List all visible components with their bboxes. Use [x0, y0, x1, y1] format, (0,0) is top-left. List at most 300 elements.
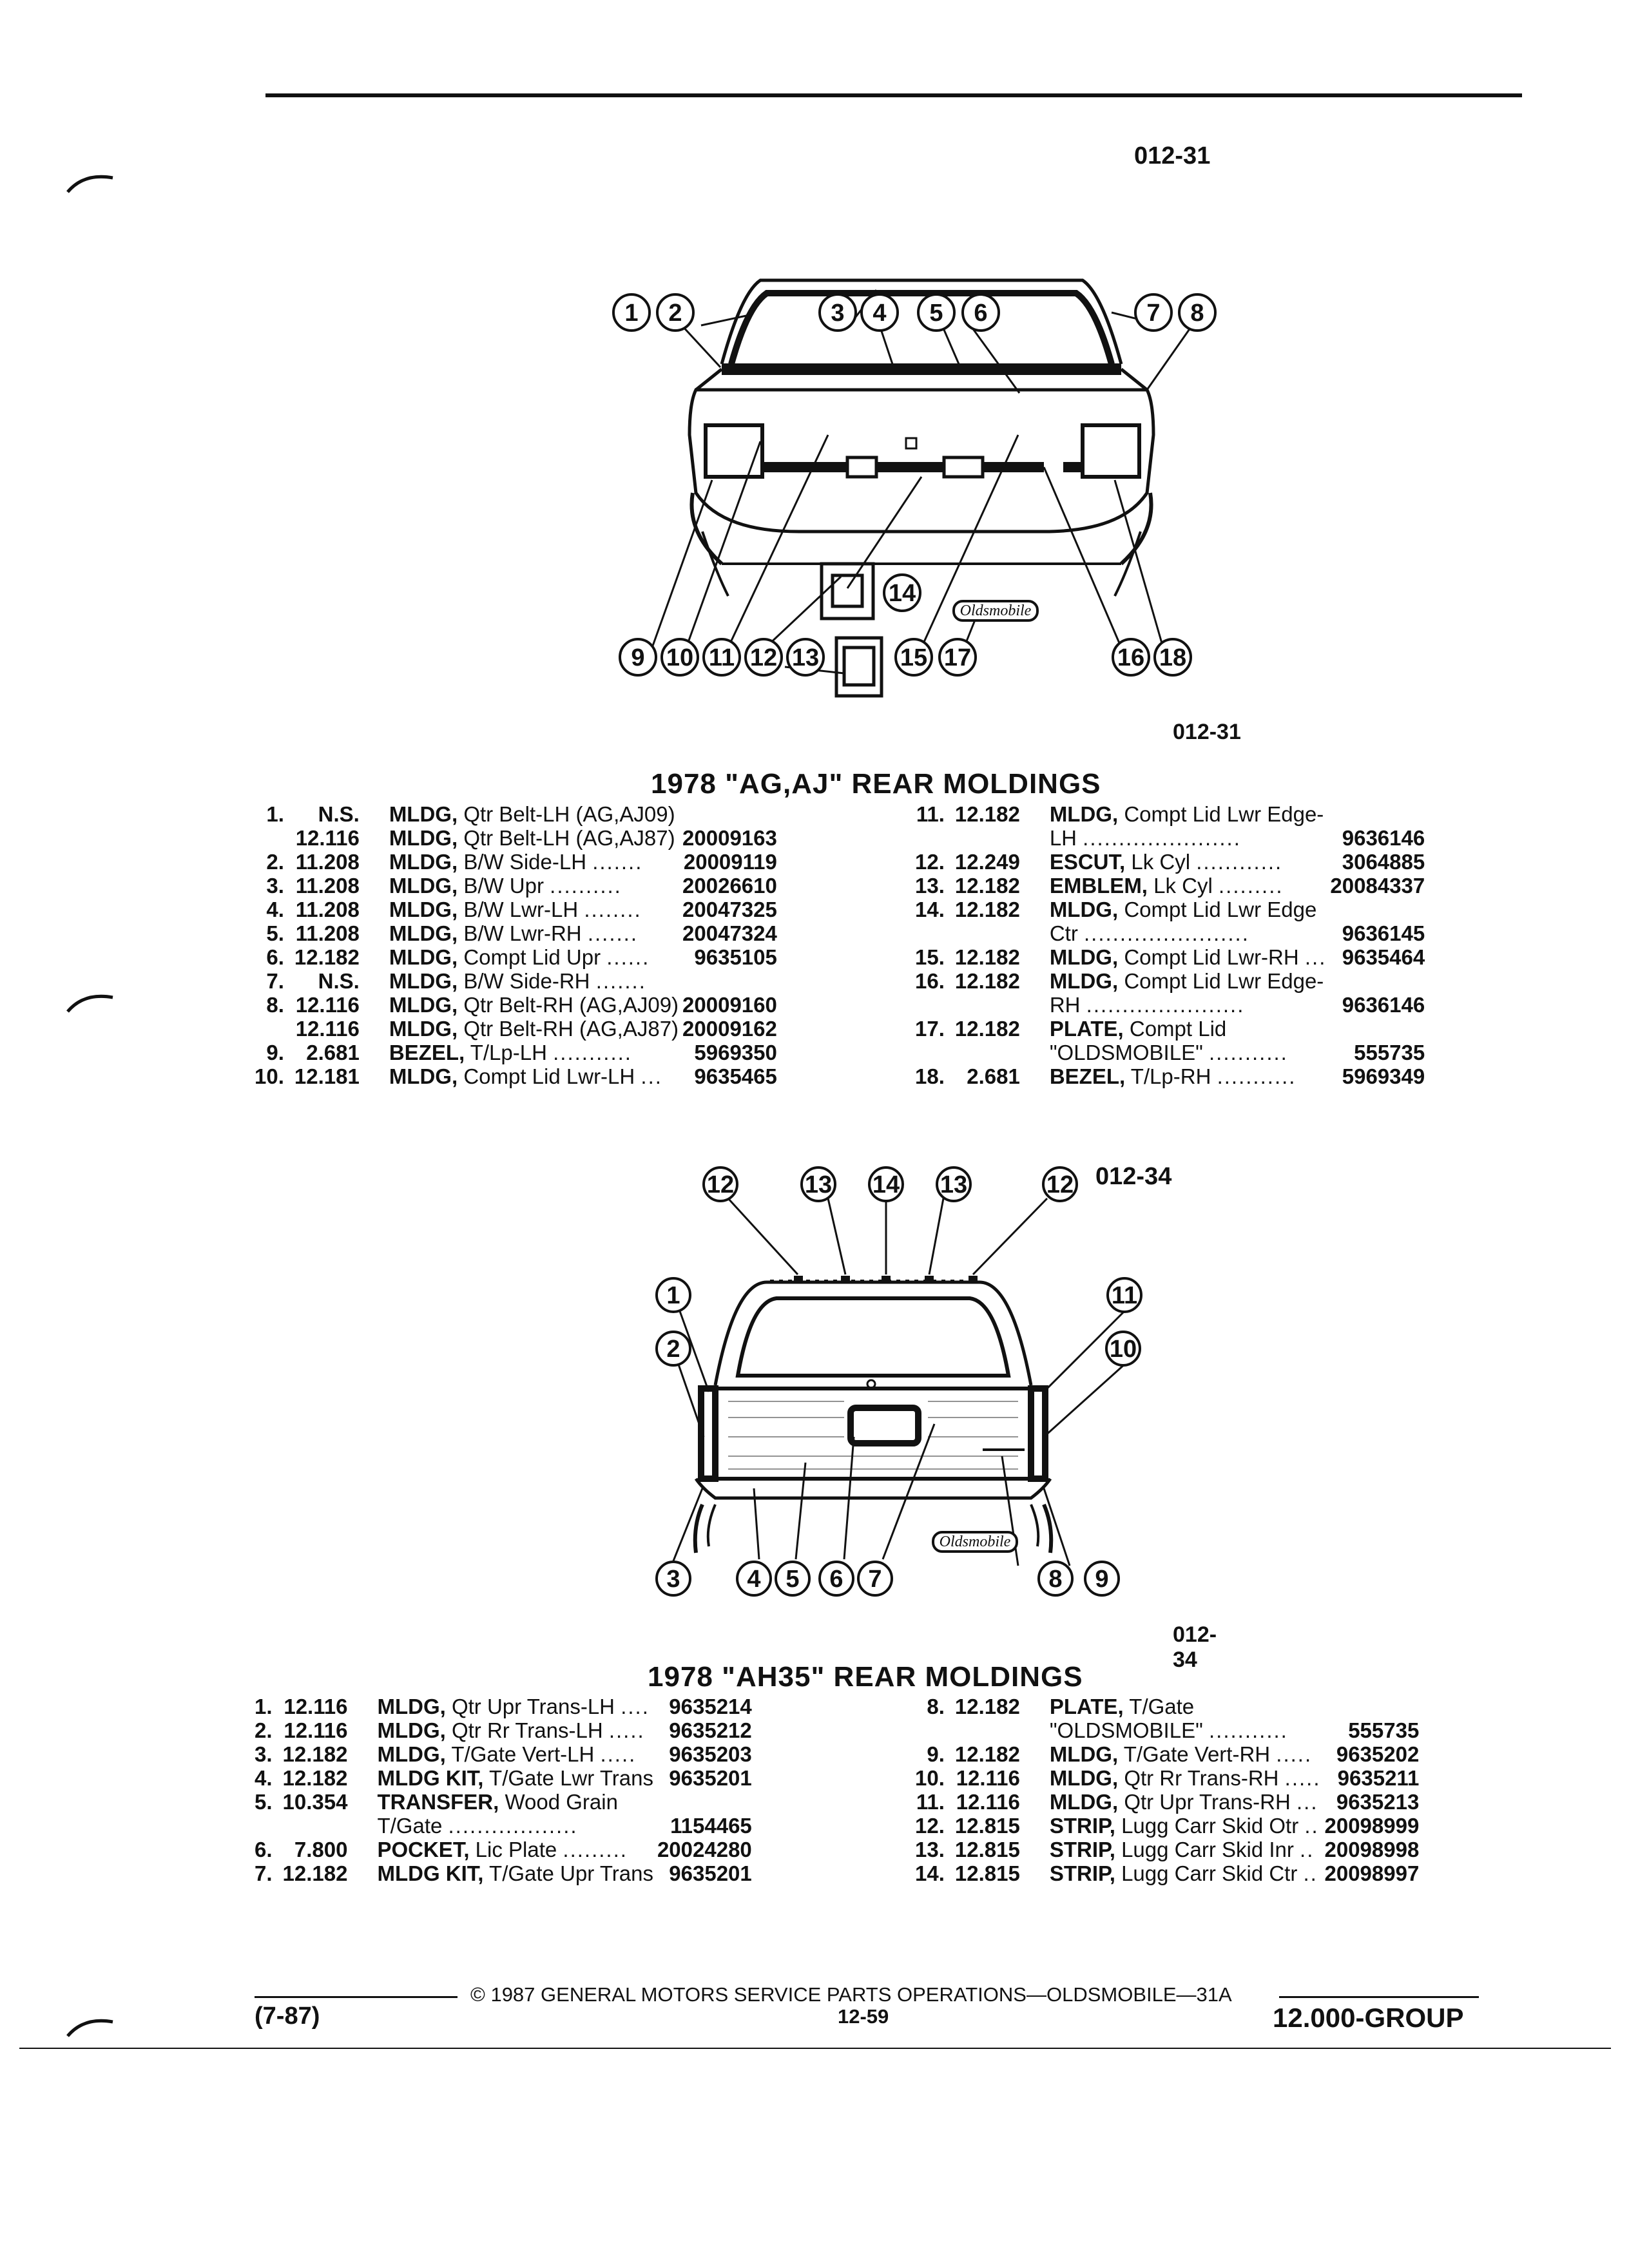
part-description	[1050, 993, 1327, 1017]
part-number: 20024280	[657, 1838, 752, 1861]
part-name: MLDG KIT,	[377, 1766, 484, 1790]
item-number: 3.	[266, 874, 284, 898]
part-number: 9636146	[1342, 826, 1425, 850]
group-code: 12.182	[954, 898, 1020, 921]
group-code: 12.182	[282, 1861, 348, 1885]
part-detail: T/Gate Lwr Trans	[489, 1766, 653, 1790]
footer-group: 12.000-GROUP	[1273, 2003, 1464, 2033]
part-name: MLDG,	[389, 802, 458, 826]
svg-text:13: 13	[791, 644, 820, 671]
item-number: 11.	[916, 1790, 945, 1814]
part-description	[377, 1838, 653, 1861]
leader-dots: .....	[608, 1718, 645, 1742]
svg-text:8: 8	[1190, 300, 1204, 327]
part-name: MLDG,	[389, 969, 458, 993]
svg-text:12: 12	[749, 644, 778, 671]
item-number: 10.	[255, 1064, 284, 1088]
oldsmobile-emblem-1	[954, 601, 1037, 620]
group-code	[955, 826, 1050, 850]
part-name: BEZEL,	[389, 1041, 465, 1064]
part-row	[915, 1718, 1419, 1742]
part-number: 9636145	[1342, 921, 1425, 945]
group-code: 2.681	[967, 1064, 1020, 1088]
item-number: 9.	[266, 1041, 284, 1064]
part-description	[377, 1861, 653, 1885]
callout2-14	[869, 1168, 903, 1201]
part-description	[389, 874, 679, 898]
item-number: 12.	[915, 850, 945, 874]
item-number	[915, 993, 955, 1017]
callout2-2	[657, 1332, 690, 1365]
part-name: MLDG,	[377, 1695, 446, 1718]
callout-12	[746, 639, 782, 675]
group-code: 10.354	[282, 1790, 348, 1814]
part-description	[1050, 1041, 1327, 1064]
leader-dots: .......	[592, 850, 643, 874]
item-number: 4.	[266, 898, 284, 921]
part-detail: T/Gate Vert-LH	[451, 1742, 595, 1766]
item-number: 3.	[255, 1742, 273, 1766]
part-row	[915, 993, 1425, 1017]
part-number	[1326, 802, 1425, 826]
svg-text:13: 13	[940, 1171, 968, 1198]
part-row	[915, 945, 1425, 969]
svg-text:8: 8	[1048, 1566, 1063, 1593]
part-row	[915, 1064, 1425, 1088]
group-code: 12.182	[954, 969, 1020, 993]
part-row	[915, 921, 1425, 945]
svg-text:6: 6	[829, 1566, 843, 1593]
part-detail: Qtr Rr Trans-RH	[1124, 1766, 1279, 1790]
item-number: 7.	[266, 969, 284, 993]
leader-dots: ......................	[1086, 993, 1245, 1017]
callout-14	[884, 575, 920, 611]
part-name: MLDG,	[389, 993, 458, 1017]
part-description	[1050, 802, 1327, 826]
part-description	[377, 1814, 653, 1838]
item-number: 13.	[915, 1838, 945, 1861]
leader-dots: ............	[1196, 850, 1283, 874]
group-code: 12.182	[294, 945, 360, 969]
part-row	[255, 1861, 752, 1885]
part-name: EMBLEM,	[1049, 874, 1148, 898]
footer-rule-left	[255, 1996, 458, 1998]
item-number: 18.	[915, 1064, 945, 1088]
item-number: 12.	[915, 1814, 945, 1838]
part-row	[255, 1695, 752, 1718]
svg-text:2: 2	[668, 300, 682, 327]
part-detail: Lic Plate	[475, 1838, 557, 1861]
part-name: MLDG,	[1049, 1766, 1119, 1790]
part-number: 20009162	[682, 1017, 777, 1041]
leader-dots: .......	[595, 969, 646, 993]
part-description	[389, 945, 679, 969]
leader-dots: ........	[584, 898, 642, 921]
leader-dots: ...........	[1217, 1064, 1296, 1088]
callout2-11	[1108, 1278, 1141, 1312]
footer-copyright: © 1987 GENERAL MOTORS SERVICE PARTS OPERATIONS—OLDSMOBILE—31A	[470, 1983, 1232, 2006]
part-number: 9635202	[1336, 1742, 1420, 1766]
part-number: 9635105	[694, 945, 777, 969]
part-row	[915, 1695, 1419, 1718]
svg-text:15: 15	[900, 644, 928, 671]
part-description	[1050, 1766, 1321, 1790]
part-description	[1050, 1814, 1321, 1838]
svg-text:1: 1	[624, 300, 639, 327]
part-name: ESCUT,	[1049, 850, 1126, 874]
group-code: 12.182	[282, 1742, 348, 1766]
group-code: 11.208	[295, 850, 360, 874]
part-detail: Wood Grain	[505, 1790, 618, 1814]
part-description	[377, 1742, 653, 1766]
part-number: 20098999	[1324, 1814, 1420, 1838]
footer-page-number: 12-59	[838, 2005, 889, 2028]
callout-18	[1155, 639, 1191, 675]
leader-dots: ..................	[448, 1814, 578, 1838]
part-name: MLDG KIT,	[377, 1861, 484, 1885]
part-row	[255, 1766, 752, 1790]
part-detail: Lk Cyl	[1153, 874, 1213, 898]
part-description	[1050, 945, 1327, 969]
group-code: N.S.	[318, 969, 360, 993]
part-row	[915, 1017, 1425, 1041]
callout-17	[940, 639, 976, 675]
part-description	[389, 993, 679, 1017]
part-row	[255, 921, 777, 945]
item-number: 6.	[255, 1838, 273, 1861]
part-number	[679, 802, 777, 826]
part-description	[389, 1041, 679, 1064]
part-row	[915, 874, 1425, 898]
group-code: 12.182	[954, 1695, 1020, 1718]
part-number: 9635201	[669, 1861, 752, 1885]
part-name: PLATE,	[1049, 1017, 1124, 1041]
item-number: 10.	[915, 1766, 945, 1790]
part-detail: T/Gate Vert-RH	[1123, 1742, 1271, 1766]
part-detail: B/W Lwr-LH	[463, 898, 579, 921]
svg-text:3: 3	[666, 1566, 680, 1593]
part-detail: Compt Lid Lwr-RH	[1124, 945, 1299, 969]
part-row	[255, 850, 777, 874]
leader-dots: .......................	[1083, 921, 1249, 945]
part-detail: Lk Cyl	[1131, 850, 1191, 874]
group-code: 12.249	[954, 850, 1020, 874]
part-name: MLDG,	[389, 850, 458, 874]
part-number: 9635211	[1337, 1766, 1420, 1790]
part-detail: B/W Side-RH	[463, 969, 590, 993]
binder-mark-1	[64, 166, 116, 205]
group-code: 12.181	[294, 1064, 360, 1088]
group-code: N.S.	[318, 802, 360, 826]
part-name: PLATE,	[1049, 1695, 1124, 1718]
part-detail: Qtr Belt-LH (AG,AJ87)	[463, 826, 675, 850]
bottom-rule	[19, 2048, 1611, 2049]
callout2-9	[1085, 1562, 1119, 1595]
part-detail: Qtr Belt-RH (AG,AJ87)	[463, 1017, 679, 1041]
emblem-text-1: Oldsmobile	[959, 602, 1032, 619]
fig1-callouts	[613, 294, 1215, 675]
callout2-13a	[802, 1168, 835, 1201]
part-number: 20098998	[1324, 1838, 1420, 1861]
part-name: MLDG,	[1049, 969, 1119, 993]
leader-dots: ...	[641, 1064, 662, 1088]
callout2-3	[657, 1562, 690, 1595]
group-code: 12.815	[954, 1814, 1020, 1838]
group-code: 2.681	[306, 1041, 360, 1064]
svg-text:14: 14	[872, 1171, 900, 1198]
part-description	[1050, 1861, 1321, 1885]
leader-dots: .........	[563, 1838, 628, 1861]
part-row	[255, 1790, 752, 1814]
part-row	[915, 1790, 1419, 1814]
leader-dots: ...........	[553, 1041, 632, 1064]
group-code: 12.182	[954, 1742, 1020, 1766]
callout-1	[613, 294, 650, 331]
part-number	[1326, 969, 1425, 993]
svg-text:9: 9	[1095, 1566, 1109, 1593]
part-name: MLDG,	[389, 1064, 458, 1088]
part-description	[377, 1695, 653, 1718]
figure2-id-top: 012-34	[1095, 1163, 1172, 1190]
group-code: 12.116	[295, 826, 360, 850]
callout-10	[662, 639, 698, 675]
group-code	[955, 921, 1050, 945]
part-name: MLDG,	[1049, 802, 1119, 826]
part-row	[255, 1742, 752, 1766]
part-name: TRANSFER,	[377, 1790, 499, 1814]
part-number: 9635464	[1342, 945, 1425, 969]
part-number	[1321, 1695, 1420, 1718]
part-name: MLDG,	[377, 1742, 446, 1766]
part-detail: Ctr	[1049, 921, 1078, 945]
part-name: MLDG,	[377, 1718, 446, 1742]
part-description	[389, 1064, 679, 1088]
oldsmobile-emblem-2	[933, 1532, 1017, 1552]
part-number: 9635214	[669, 1695, 752, 1718]
wagon-rear-diagram	[631, 1153, 1211, 1669]
part-row	[915, 1861, 1419, 1885]
part-name: MLDG,	[1049, 1742, 1119, 1766]
part-row	[255, 1064, 777, 1088]
leader-dots: .....	[1276, 1742, 1313, 1766]
part-description	[1050, 921, 1327, 945]
part-number: 555735	[1354, 1041, 1425, 1064]
part-name: MLDG,	[389, 898, 458, 921]
callout2-10	[1106, 1332, 1140, 1365]
binder-mark-2	[64, 986, 116, 1024]
part-row	[255, 826, 777, 850]
part-detail: Qtr Rr Trans-LH	[451, 1718, 603, 1742]
callout-11	[704, 639, 740, 675]
part-row	[915, 898, 1425, 921]
leader-dots: ..	[1300, 1838, 1315, 1861]
svg-text:3: 3	[831, 300, 845, 327]
part-detail: "OLDSMOBILE"	[1049, 1041, 1203, 1064]
svg-text:5: 5	[929, 300, 943, 327]
part-row	[915, 802, 1425, 826]
figure-012-34	[631, 1153, 1217, 1672]
group-code: 11.208	[295, 921, 360, 945]
part-row	[255, 945, 777, 969]
part-detail: T/Gate	[377, 1814, 443, 1838]
item-number	[915, 921, 955, 945]
part-number	[679, 969, 777, 993]
group-code: 11.208	[295, 874, 360, 898]
part-detail: B/W Upr	[463, 874, 544, 898]
svg-text:4: 4	[747, 1566, 761, 1593]
group-code: 12.182	[954, 802, 1020, 826]
svg-text:5: 5	[786, 1566, 800, 1593]
group-code: 12.116	[284, 1718, 348, 1742]
svg-text:13: 13	[804, 1171, 833, 1198]
part-number: 20047324	[682, 921, 777, 945]
item-number	[255, 826, 294, 850]
part-detail: LH	[1049, 826, 1077, 850]
svg-text:11: 11	[1111, 1282, 1138, 1309]
part-description	[377, 1790, 653, 1814]
part-description	[389, 850, 679, 874]
group-code	[283, 1814, 378, 1838]
callout2-13b	[937, 1168, 970, 1201]
part-description	[1050, 826, 1327, 850]
part-name: MLDG,	[1049, 945, 1119, 969]
group-code	[955, 993, 1050, 1017]
item-number: 1.	[266, 802, 284, 826]
part-description	[1050, 1017, 1327, 1041]
part-description	[389, 802, 679, 826]
part-description	[1050, 1838, 1321, 1861]
callout2-6	[820, 1562, 853, 1595]
part-name: BEZEL,	[1049, 1064, 1126, 1088]
part-name: STRIP,	[1049, 1814, 1115, 1838]
part-detail: T/Lp-LH	[470, 1041, 547, 1064]
part-row	[255, 1814, 752, 1838]
part-detail: Compt Lid Lwr Edge-	[1124, 969, 1324, 993]
footer-rule-right	[1279, 1996, 1479, 1998]
leader-dots: ..........	[550, 874, 622, 898]
svg-text:2: 2	[666, 1336, 680, 1363]
item-number: 14.	[915, 1861, 945, 1885]
item-number: 6.	[266, 945, 284, 969]
section1-title: 1978 "AG,AJ" REAR MOLDINGS	[651, 768, 1101, 800]
part-detail: Qtr Upr Trans-LH	[451, 1695, 615, 1718]
callout-5	[918, 294, 954, 331]
part-row	[915, 1766, 1419, 1790]
part-number: 555735	[1348, 1718, 1420, 1742]
figure-id-bottom: 012-31	[1173, 720, 1241, 744]
section2-title: 1978 "AH35" REAR MOLDINGS	[648, 1661, 1083, 1693]
item-number	[915, 826, 955, 850]
part-detail: T/Lp-RH	[1130, 1064, 1211, 1088]
part-description	[389, 1017, 679, 1041]
part-detail: T/Gate Upr Trans	[489, 1861, 653, 1885]
part-number: 20047325	[682, 898, 777, 921]
figure-id-top: 012-31	[1134, 142, 1211, 169]
group-code	[955, 1718, 1050, 1742]
emblem-text-2: Oldsmobile	[939, 1533, 1011, 1550]
part-description	[1050, 874, 1327, 898]
binder-mark-3	[64, 2010, 116, 2049]
part-number: 20009163	[682, 826, 777, 850]
part-name: MLDG,	[389, 1017, 458, 1041]
part-detail: Qtr Upr Trans-RH	[1124, 1790, 1291, 1814]
svg-text:10: 10	[666, 644, 694, 671]
item-number: 2.	[255, 1718, 273, 1742]
item-number: 2.	[266, 850, 284, 874]
item-number: 4.	[255, 1766, 273, 1790]
part-number: 20009119	[683, 850, 777, 874]
item-number: 8.	[266, 993, 284, 1017]
figure2-id-bottom: 012-34	[1173, 1622, 1217, 1672]
svg-text:11: 11	[708, 644, 735, 671]
part-detail: Compt Lid	[1129, 1017, 1227, 1041]
group-code: 12.116	[295, 1017, 360, 1041]
part-detail: T/Gate	[1129, 1695, 1195, 1718]
item-number: 1.	[255, 1695, 273, 1718]
part-name: STRIP,	[1049, 1861, 1115, 1885]
callout2-4	[737, 1562, 771, 1595]
leader-dots: ...	[1304, 945, 1327, 969]
part-number	[653, 1790, 752, 1814]
car-rear-diagram	[528, 132, 1289, 751]
part-number: 3064885	[1342, 850, 1425, 874]
part-number: 20098997	[1324, 1861, 1420, 1885]
part-row	[915, 1041, 1425, 1064]
part-row	[255, 802, 777, 826]
part-description	[377, 1718, 653, 1742]
svg-text:17: 17	[943, 644, 972, 671]
group-code	[955, 1041, 1050, 1064]
item-number	[255, 1017, 294, 1041]
callout-13	[787, 639, 824, 675]
svg-text:6: 6	[974, 300, 988, 327]
part-detail: Compt Lid Upr	[463, 945, 601, 969]
part-detail: Lugg Carr Skid Inr	[1121, 1838, 1294, 1861]
part-row	[255, 1718, 752, 1742]
callout-2	[657, 294, 693, 331]
part-number: 5969349	[1342, 1064, 1425, 1088]
item-number: 13.	[915, 874, 945, 898]
footer-date-code: (7-87)	[255, 2003, 320, 2030]
part-number: 9635201	[669, 1766, 752, 1790]
part-name: MLDG,	[389, 921, 458, 945]
svg-text:12: 12	[1046, 1171, 1074, 1198]
part-row	[255, 898, 777, 921]
part-description	[389, 826, 679, 850]
fig2-callouts	[657, 1168, 1141, 1595]
part-description	[1050, 1695, 1321, 1718]
part-description	[389, 898, 679, 921]
part-number: 9635212	[669, 1718, 752, 1742]
group-code: 12.116	[284, 1695, 348, 1718]
group-code: 7.800	[294, 1838, 348, 1861]
callout-3	[820, 294, 856, 331]
callout2-12a	[704, 1168, 737, 1201]
part-name: MLDG,	[389, 945, 458, 969]
svg-text:9: 9	[631, 644, 645, 671]
group-code: 12.182	[282, 1766, 348, 1790]
svg-text:18: 18	[1159, 644, 1187, 671]
part-description	[377, 1766, 653, 1790]
part-description	[1050, 1064, 1327, 1088]
part-description	[1050, 1790, 1321, 1814]
part-description	[389, 921, 679, 945]
part-name: MLDG,	[389, 826, 458, 850]
item-number: 17.	[915, 1017, 945, 1041]
group-code: 12.182	[954, 945, 1020, 969]
item-number: 9.	[927, 1742, 945, 1766]
part-detail: Compt Lid Lwr-LH	[463, 1064, 635, 1088]
